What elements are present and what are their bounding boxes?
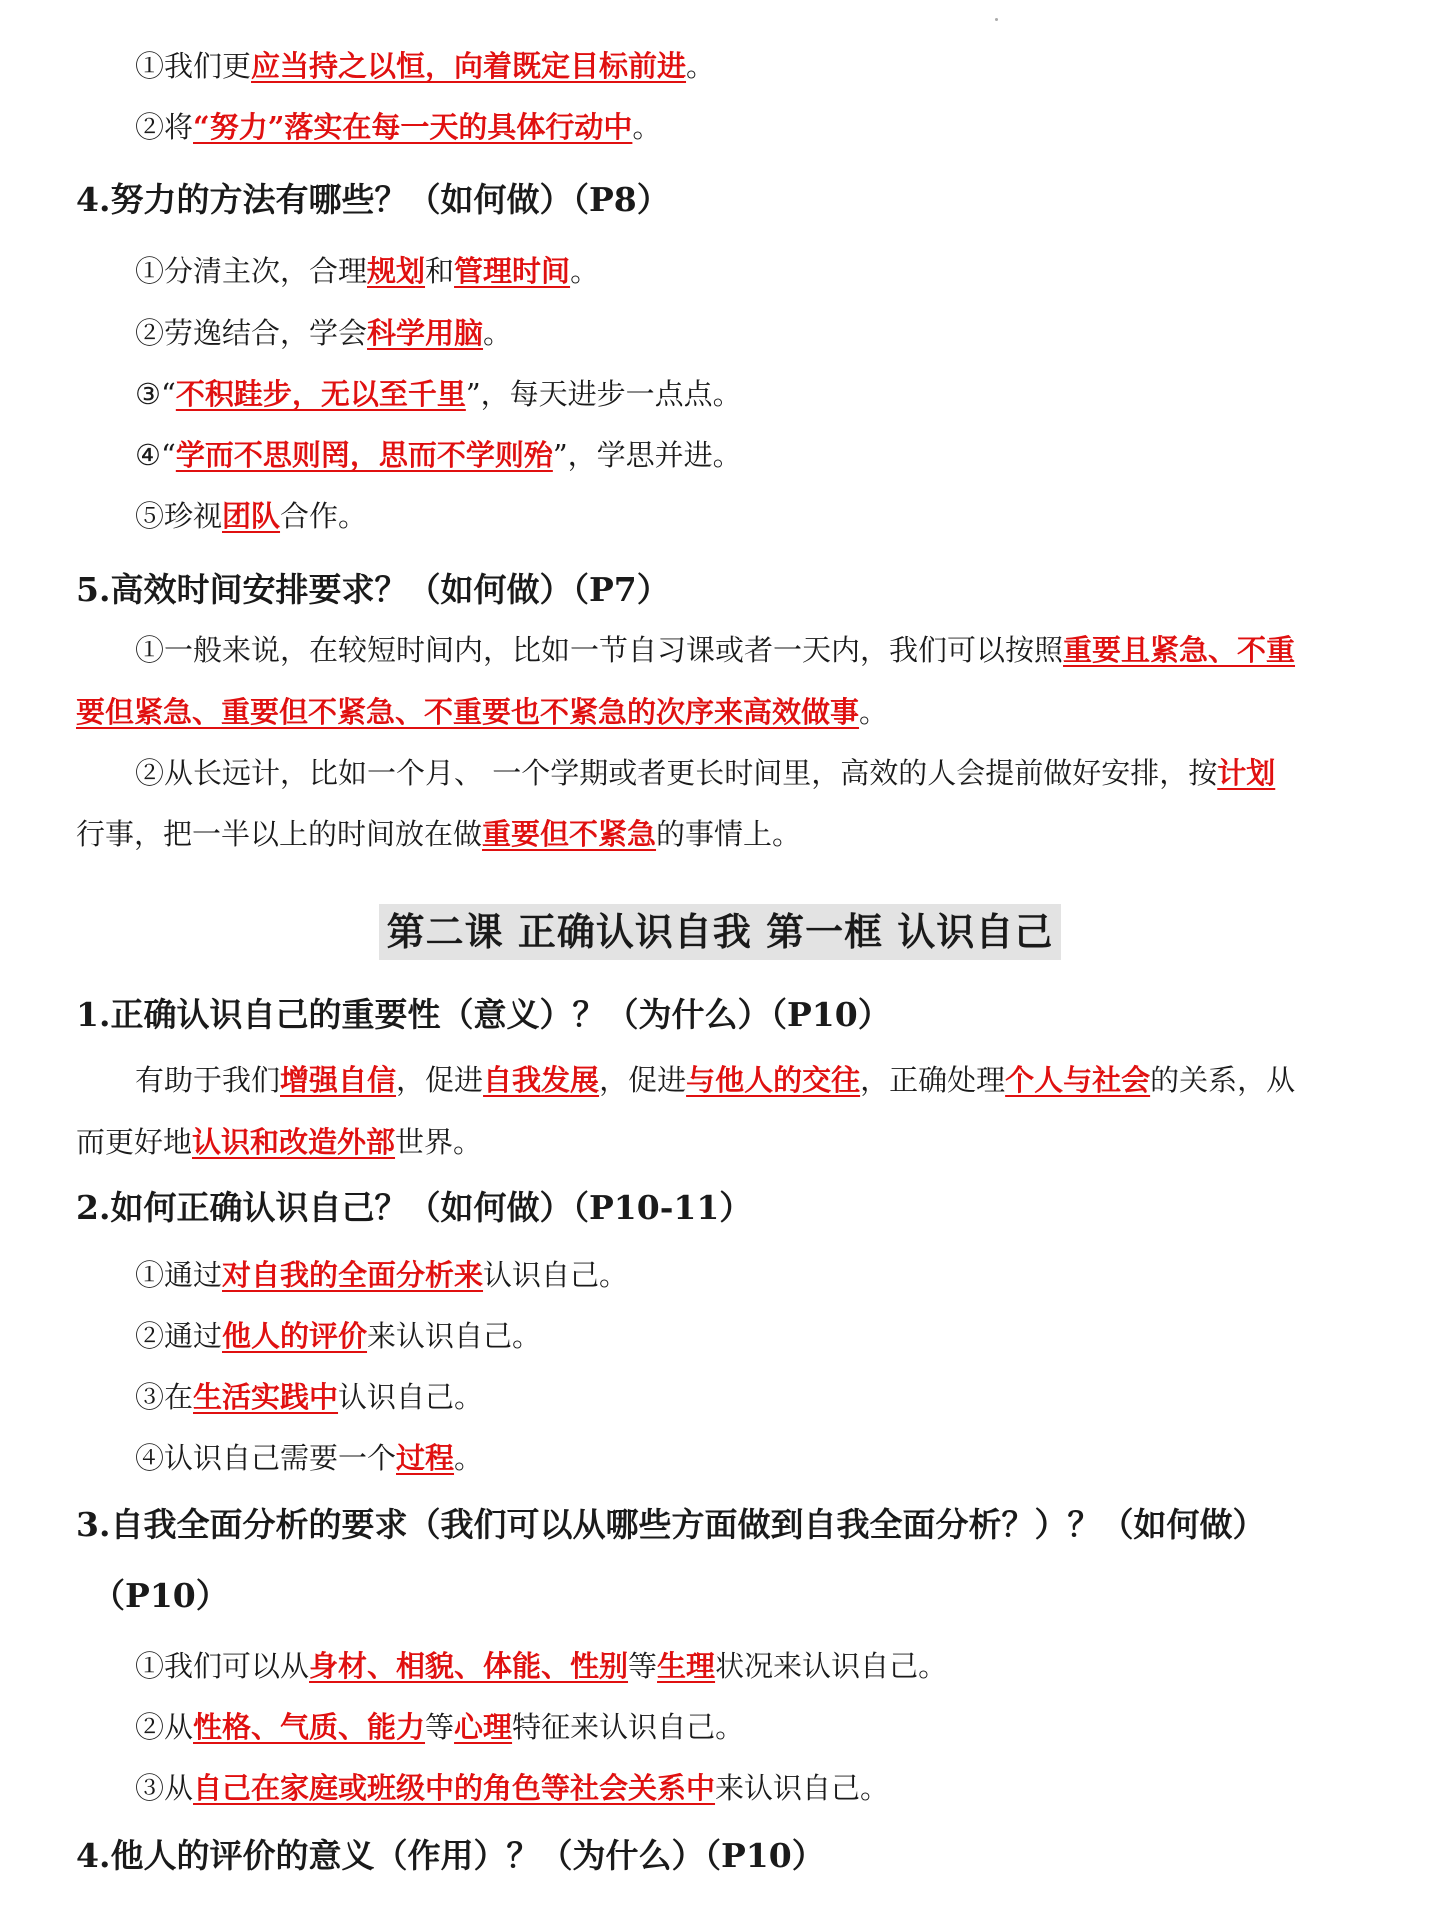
list-item xyxy=(135,107,1425,147)
key-phrase: 科学用脑 xyxy=(367,316,484,350)
item-text: ①通过 xyxy=(135,1258,223,1292)
item-text: 来认识自己。 xyxy=(367,1319,542,1353)
item-text: ②从 xyxy=(135,1710,194,1744)
key-phrase: 自我发展 xyxy=(483,1063,600,1097)
list-item xyxy=(135,1316,1425,1356)
key-phrase: 性格、气质、能力 xyxy=(193,1710,426,1744)
lesson-title-bar xyxy=(0,904,1440,960)
key-phrase: 要但紧急、重要但不紧急、不重要也不紧急的次序来高效做事 xyxy=(76,695,860,729)
item-text: 等 xyxy=(628,1649,658,1683)
question-heading-cont: （P10） xyxy=(92,1576,229,1615)
item-text: 。 xyxy=(570,254,600,288)
list-item xyxy=(135,374,1425,414)
item-text: ”，学思并进。 xyxy=(552,438,742,472)
key-phrase: 增强自信 xyxy=(280,1063,397,1097)
item-text: ②劳逸结合，学会 xyxy=(135,316,368,350)
item-text: ②将 xyxy=(135,110,194,144)
key-phrase: 规划 xyxy=(367,254,426,288)
item-text: ①我们可以从 xyxy=(135,1649,310,1683)
item-text: ①我们更 xyxy=(135,49,252,83)
paragraph-line xyxy=(135,630,1405,670)
key-phrase: 与他人的交往 xyxy=(686,1063,861,1097)
para-text: 的关系，从 xyxy=(1150,1063,1296,1097)
speck xyxy=(995,18,998,21)
para-text: ，促进 xyxy=(396,1063,484,1097)
paragraph-line xyxy=(135,1060,1405,1100)
key-phrase: 生理 xyxy=(657,1649,716,1683)
item-text: ④“ xyxy=(135,438,176,472)
key-phrase: 不积跬步，无以至千里 xyxy=(175,377,466,411)
para-text: 行事，把一半以上的时间放在做 xyxy=(76,817,483,851)
paragraph-line xyxy=(76,1122,1416,1162)
item-text: ③“ xyxy=(135,377,176,411)
list-item xyxy=(135,496,1425,536)
item-text: 和 xyxy=(425,254,455,288)
item-text: 认识自己。 xyxy=(483,1258,629,1292)
list-item xyxy=(135,1377,1425,1417)
item-text: 特征来认识自己。 xyxy=(512,1710,745,1744)
question-heading: 1.正确认识自己的重要性（意义）？（为什么）（P10） xyxy=(76,995,891,1034)
item-text: ”，每天进步一点点。 xyxy=(465,377,742,411)
key-phrase: 管理时间 xyxy=(454,254,571,288)
item-text: ②通过 xyxy=(135,1319,223,1353)
para-text: 的事情上。 xyxy=(656,817,802,851)
list-item xyxy=(135,46,1425,86)
item-text: ①分清主次，合理 xyxy=(135,254,368,288)
key-phrase: 生活实践中 xyxy=(193,1380,339,1414)
lesson-title: 第二课 正确认识自我 第一框 认识自己 xyxy=(379,904,1062,960)
paragraph-line xyxy=(76,814,1416,854)
para-text: 有助于我们 xyxy=(135,1063,281,1097)
question-heading: 4.他人的评价的意义（作用）？（为什么）（P10） xyxy=(76,1836,825,1875)
para-text: ①一般来说，在较短时间内，比如一节自习课或者一天内，我们可以按照 xyxy=(135,633,1064,667)
key-phrase: 个人与社会 xyxy=(1005,1063,1151,1097)
paragraph-line xyxy=(76,692,1416,732)
key-phrase: 对自我的全面分析来 xyxy=(222,1258,484,1292)
item-text: 。 xyxy=(454,1441,484,1475)
item-text: ⑤珍视 xyxy=(135,499,223,533)
question-heading: 5.高效时间安排要求？（如何做）（P7） xyxy=(76,570,670,609)
item-text: ④认识自己需要一个 xyxy=(135,1441,397,1475)
paragraph-line xyxy=(135,753,1405,793)
key-phrase: 认识和改造外部 xyxy=(192,1125,396,1159)
item-text: 等 xyxy=(425,1710,455,1744)
list-item xyxy=(135,251,1425,291)
key-phrase: 过程 xyxy=(396,1441,455,1475)
list-item xyxy=(135,313,1425,353)
question-heading: 3.自我全面分析的要求（我们可以从哪些方面做到自我全面分析？）？（如何做） xyxy=(76,1505,1266,1544)
key-phrase: 重要但不紧急 xyxy=(482,817,657,851)
key-phrase: 团队 xyxy=(222,499,281,533)
list-item xyxy=(135,1646,1425,1686)
list-item xyxy=(135,435,1425,475)
key-phrase: 身材、相貌、体能、性别 xyxy=(309,1649,629,1683)
key-phrase: 自己在家庭或班级中的角色等社会关系中 xyxy=(193,1771,716,1805)
para-text: ，正确处理 xyxy=(860,1063,1006,1097)
list-item xyxy=(135,1438,1425,1478)
item-text: 合作。 xyxy=(280,499,368,533)
para-text: 世界。 xyxy=(395,1125,483,1159)
item-text: 。 xyxy=(483,316,513,350)
item-text: 。 xyxy=(686,49,716,83)
list-item xyxy=(135,1255,1425,1295)
key-phrase: 他人的评价 xyxy=(222,1319,368,1353)
item-text: 来认识自己。 xyxy=(715,1771,890,1805)
item-text: ③从 xyxy=(135,1771,194,1805)
para-text: ②从长远计，比如一个月、 一个学期或者更长时间里，高效的人会提前做好安排，按 xyxy=(135,756,1218,790)
list-item xyxy=(135,1707,1425,1747)
list-item xyxy=(135,1768,1425,1808)
para-text: ，促进 xyxy=(599,1063,687,1097)
key-phrase: 应当持之以恒，向着既定目标前进 xyxy=(251,49,687,83)
question-heading: 2.如何正确认识自己？（如何做）（P10-11） xyxy=(76,1188,753,1227)
key-phrase: 学而不思则罔，思而不学则殆 xyxy=(175,438,553,472)
question-heading: 4.努力的方法有哪些？（如何做）（P8） xyxy=(76,180,670,219)
key-phrase: 重要且紧急、不重 xyxy=(1063,633,1296,667)
key-phrase: “努力”落实在每一天的具体行动中 xyxy=(193,110,633,144)
para-text: 。 xyxy=(859,695,889,729)
key-phrase: 计划 xyxy=(1217,756,1276,790)
para-text: 而更好地 xyxy=(76,1125,193,1159)
item-text: ③在 xyxy=(135,1380,194,1414)
key-phrase: 心理 xyxy=(454,1710,513,1744)
item-text: 。 xyxy=(632,110,662,144)
item-text: 状况来认识自己。 xyxy=(715,1649,948,1683)
item-text: 认识自己。 xyxy=(338,1380,484,1414)
